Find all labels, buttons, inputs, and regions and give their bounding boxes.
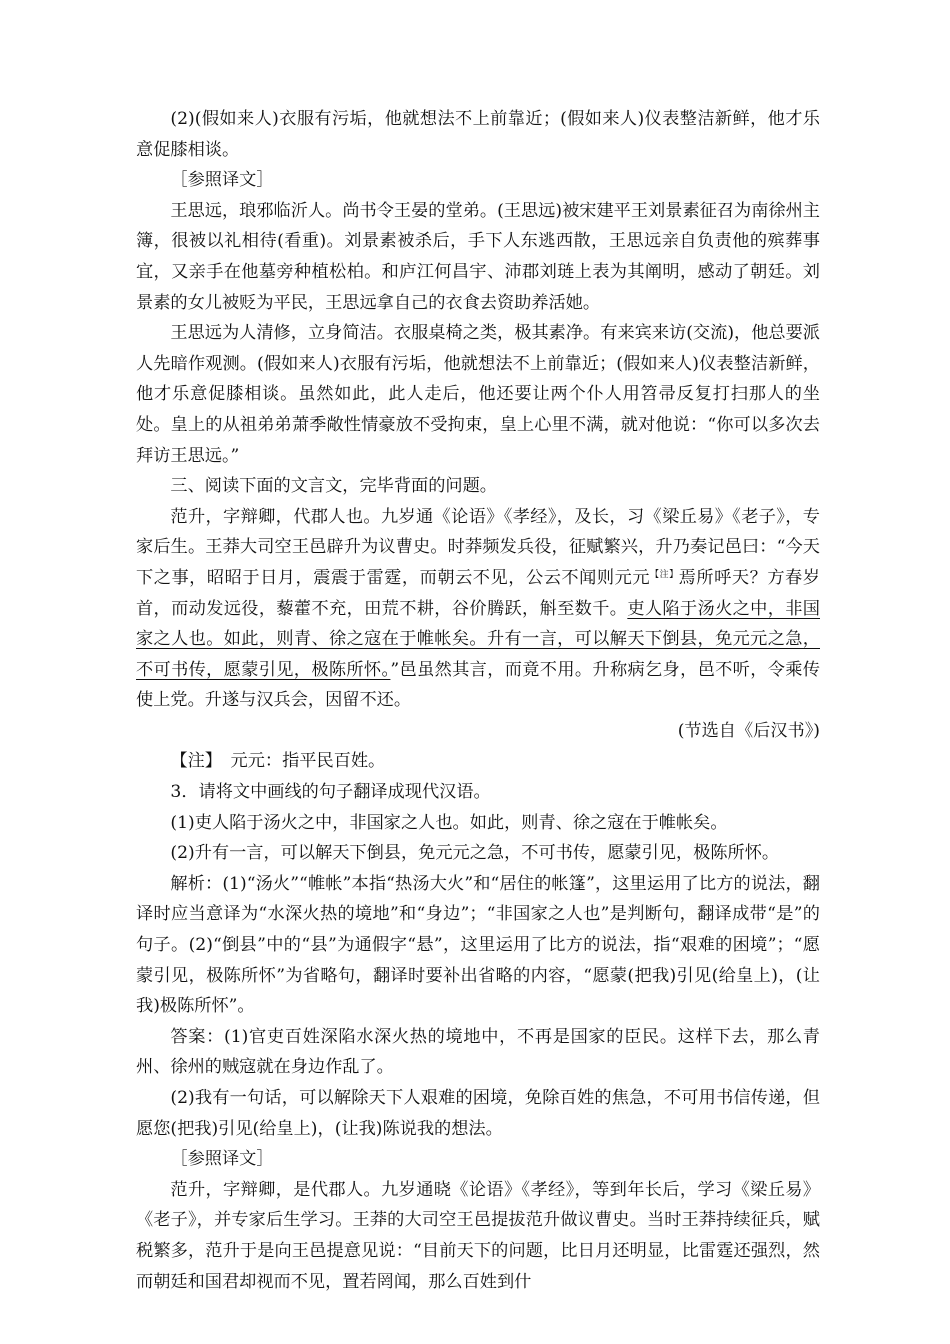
analysis-paragraph: 解析：(1)“汤火”“帷帐”本指“热汤大火”和“居住的帐篷”，这里运用了比方的说法，翻译时应当意译为“水深火热的境地”和“身边”；“非国家之人也”是判断句，翻译成带“是”的句子。(2)“倒县”中的“县”为通假字“悬”，这里运用了比方的说法，指“艰难的困境”；“愿蒙引见，极陈所怀”为省略句，翻译时要补出省略的内容，“愿蒙(把我)引见(给皇上)，(让我)极陈所怀”。	[136, 873, 820, 1017]
paragraph-translation-1: 王思远，琅邪临沂人。尚书令王晏的堂弟。(王思远)被宋建平王刘景素征召为南徐州主簿，很被以礼相待(看重)。刘景素被杀后，手下人东逃西散，王思远亲自负责他的殡葬事宜，又亲手在他墓旁种植松柏。和庐江何昌宇、沛郡刘琏上表为其阐明，感动了朝廷。刘景素的女儿被贬为平民，王思远拿自己的衣食去资助养活她。	[136, 200, 820, 313]
annotation-note: 【注】 元元：指平民百姓。	[170, 751, 386, 772]
answer-2: (2)我有一句话，可以解除天下人艰难的困境，免除百姓的焦急，不可用书信传递，但愿您(把我)引见(给皇上)，(让我)陈说我的想法。	[136, 1088, 820, 1139]
source-citation: (节选自《后汉书》)	[677, 720, 820, 741]
paragraph-translation-3: 范升，字辩卿，是代郡人。九岁通晓《论语》《孝经》，等到年长后，学习《梁丘易》《老子》，并专家后生学习。王莽的大司空王邑提拔范升做议曹史。当时王莽持续征兵，赋税繁多，范升于是向王邑提意见说：“目前天下的问题，比日月还明显，比雷霆还强烈，然而朝廷和国君却视而不见，置若罔闻，那么百姓到什	[136, 1179, 820, 1292]
passage-part-3: ”邑虽然其言，而竟不用。升称病乞身，邑不听，令乘传使上党。升遂与汉兵会，因留不还。	[136, 659, 820, 711]
note-marker: 【注】	[650, 569, 679, 580]
question-3-item-1: (1)吏人陷于汤火之中，非国家之人也。如此，则青、徐之寇在于帷帐矣。	[170, 812, 728, 833]
heading-reference-translation-2: ［参照译文］	[170, 1149, 274, 1170]
paragraph-translation-2: 王思远为人清修，立身简洁。衣服桌椅之类，极其素净。有来宾来访(交流)，他总要派人先暗作观测。(假如来人)衣服有污垢，他就想法不上前靠近；(假如来人)仪表整洁新鲜，他才乐意促膝相谈。虽然如此，此人走后，他还要让两个仆人用笤帚反复打扫那人的坐处。皇上的从祖弟弟萧季敞性情豪放不受拘束，皇上心里不满，就对他说：“你可以多次去拜访王思远。”	[136, 323, 820, 466]
classical-passage	[136, 502, 820, 716]
paragraph-translation-answer: (2)(假如来人)衣服有污垢，他就想法不上前靠近；(假如来人)仪表整洁新鲜，他才乐意促膝相谈。	[136, 109, 820, 160]
question-3: 3．请将文中画线的句子翻译成现代汉语。	[170, 782, 491, 803]
passage-part-1: 范升，字辩卿，代郡人也。九岁通《论语》《孝经》，及长，习《梁丘易》《老子》，专家后生。王莽大司空王邑辟升为议曹史。时莽频发兵役，征赋繁兴，升乃奏记邑曰：“今天下之事，昭昭于日月，震震于雷霆，而朝云不见，公云不闻则元元	[136, 506, 820, 588]
passage-part-2: 焉所呼天？方春岁首，而动发远役，藜藿不充，田荒不耕，谷价腾跃，斛至数千。	[136, 567, 820, 619]
document-page	[136, 104, 820, 1297]
section-three-instruction: 三、阅读下面的文言文，完毕背面的问题。	[170, 476, 497, 497]
heading-reference-translation: ［参照译文］	[170, 170, 274, 191]
answer-1: 答案：(1)官吏百姓深陷水深火热的境地中，不再是国家的臣民。这样下去，那么青州、徐州的贼寇就在身边作乱了。	[136, 1026, 820, 1078]
question-3-item-2: (2)升有一言，可以解天下倒县，免元元之急，不可书传，愿蒙引见，极陈所怀。	[170, 843, 780, 864]
underlined-sentence: 吏人陷于汤火之中，非国家之人也。如此，则青、徐之寇在于帷帐矣。升有一言，可以解天下倒县，免元元之急，不可书传，愿蒙引见，极陈所怀。	[136, 598, 820, 680]
